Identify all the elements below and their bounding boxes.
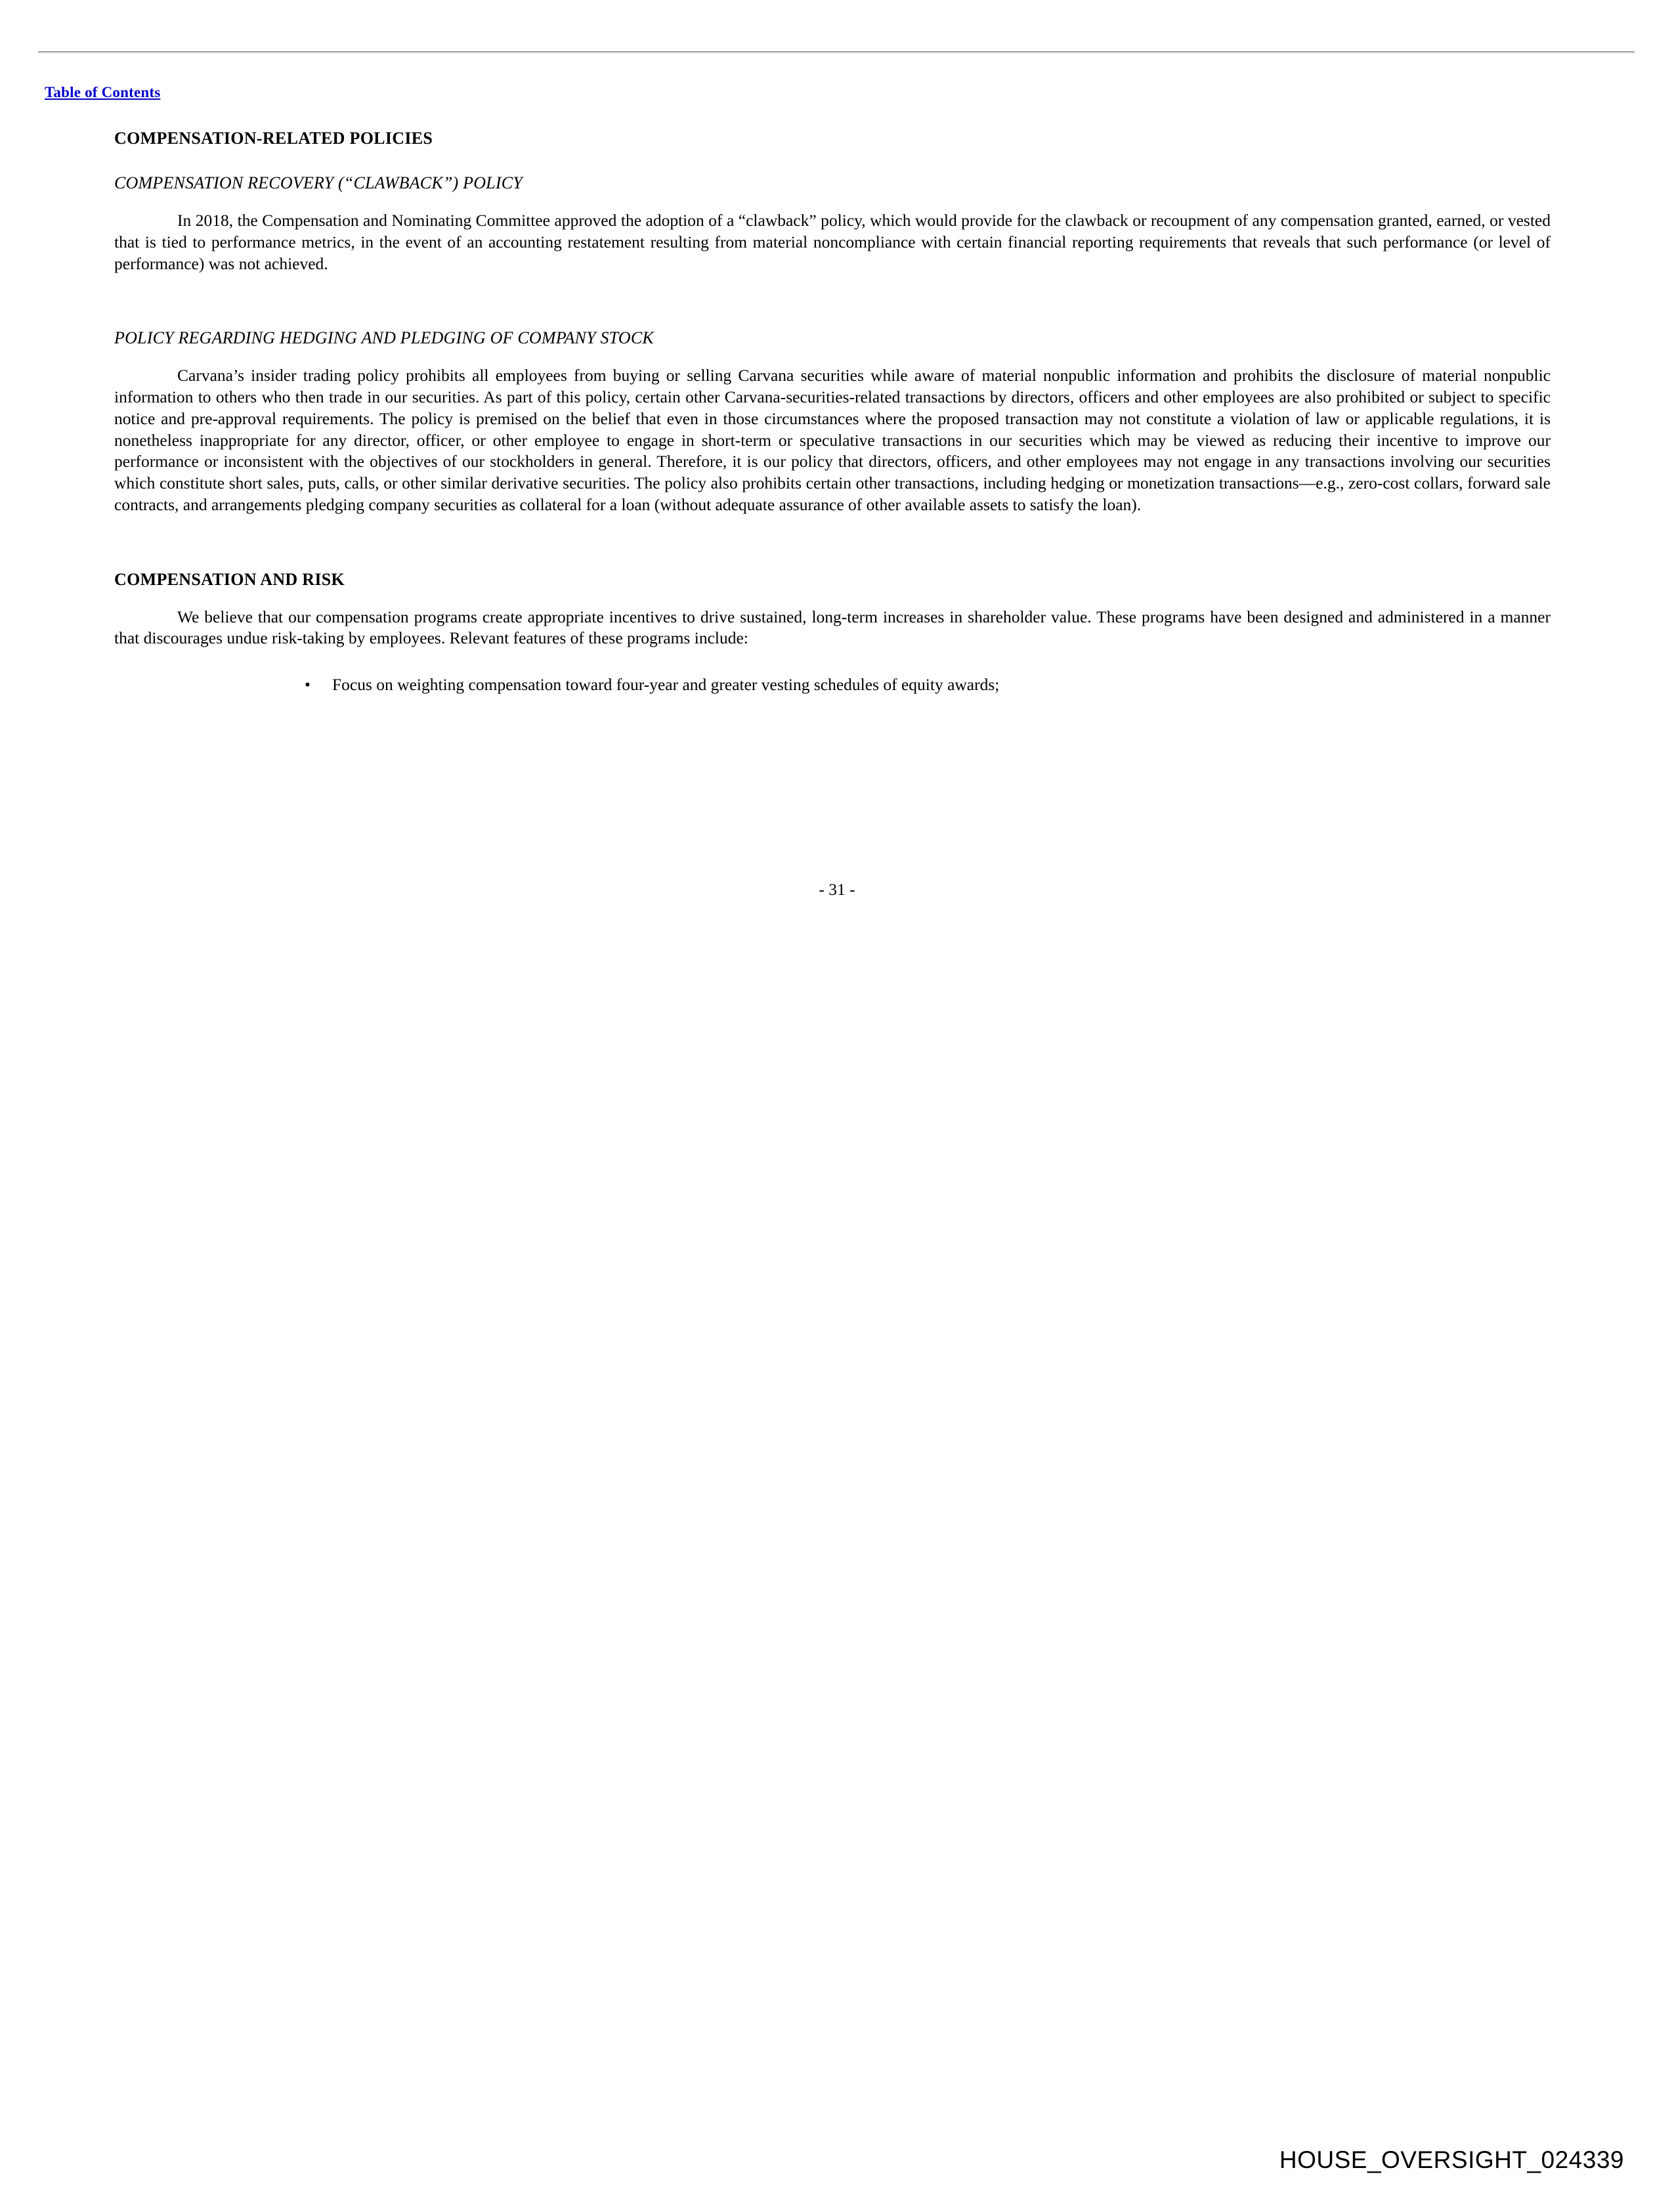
paragraph-hedging-pledging-policy: Carvana’s insider trading policy prohibits all employees from buying or selling Carvana securities while aware of material nonpublic information and prohibits the disclosure of material nonpublic information to others who then trade in our securities. As part of this policy, certain other Carvana-securities-related transactions by directors, officers and other employees are also prohibited or subject to specific notice and pre-approval requirements. The policy is premised on the belief that even in those circumstances where the proposed transaction may not constitute a violation of law or applicable regulations, it is nonetheless inappropriate for any director, officer, or other employee to engage in short-term or speculative transactions in our securities which may be viewed as reducing their incentive to improve our performance or inconsistent with the objectives of our stockholders in general. Therefore, it is our policy that directors, officers, and other employees may not engage in any transactions involving our securities which constitute short sales, puts, calls, or other similar derivative securities. The policy also prohibits certain other transactions, including hedging or monetization transactions—e.g., zero-cost collars, forward sale contracts, and arrangements pledging company securities as collateral for a loan (without adequate assurance of other available assets to satisfy the loan).	[114, 366, 1551, 514]
subheading-clawback-policy: COMPENSATION RECOVERY (“CLAWBACK”) POLICY	[114, 173, 523, 192]
page-number: - 31 -	[819, 880, 855, 899]
table-of-contents-link[interactable]: Table of Contents	[45, 84, 161, 100]
document-body	[114, 129, 1551, 696]
list-item	[114, 674, 1551, 696]
bullet-marker-icon: •	[305, 675, 311, 695]
list-item-label: Focus on weighting compensation toward four-year and greater vesting schedules of equity awards;	[332, 675, 1000, 695]
paragraph-clawback-policy: In 2018, the Compensation and Nominating Committee approved the adoption of a “clawback” policy, which would provide for the clawback or recoupment of any compensation granted, earned, or vested that is tied to performance metrics, in the event of an accounting restatement resulting from material noncompliance with certain financial reporting requirements that reveals that such performance (or level of performance) was not achieved.	[114, 211, 1551, 273]
section-heading-compensation-and-risk: COMPENSATION AND RISK	[114, 569, 345, 589]
section-heading-compensation-related-policies: COMPENSATION-RELATED POLICIES	[114, 129, 433, 148]
header-divider	[38, 51, 1635, 53]
subheading-hedging-pledging-policy: POLICY REGARDING HEDGING AND PLEDGING OF COMPANY STOCK	[114, 328, 654, 348]
paragraph-spacer	[114, 274, 1551, 303]
bates-stamp: HOUSE_OVERSIGHT_024339	[1279, 2146, 1624, 2173]
paragraph-compensation-and-risk: We believe that our compensation programs create appropriate incentives to drive sustained, long-term increases in shareholder value. These programs have been designed and administered in a manner that discourages undue risk-taking by employees. Relevant features of these programs include:	[114, 607, 1551, 648]
